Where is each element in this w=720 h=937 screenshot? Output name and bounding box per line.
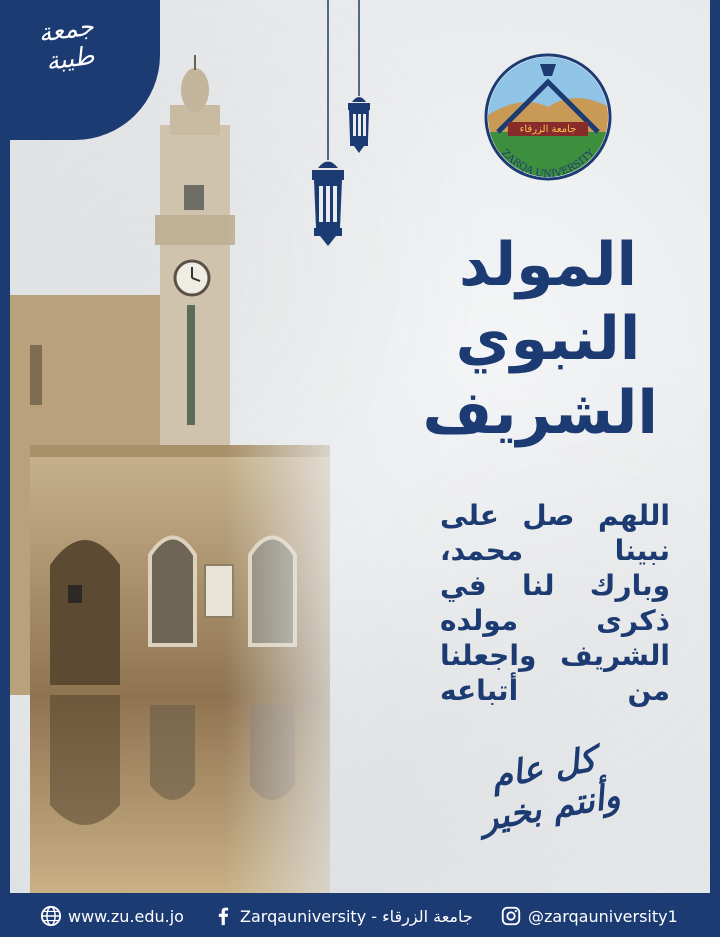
zarqa-university-logo <box>478 52 618 192</box>
instagram-text: @zarqauniversity1 <box>528 906 678 926</box>
footer-facebook[interactable] <box>212 905 473 927</box>
prayer-line-1: اللهم صل على <box>440 499 670 532</box>
poster-title <box>422 228 658 454</box>
poster <box>10 0 710 893</box>
prayer-line-4: ذكرى مولده <box>440 604 670 637</box>
corner-badge-text: جمعة طيبة <box>36 11 96 77</box>
logo-arabic-text: جامعة الزرقاء <box>519 124 577 135</box>
footer-bar <box>0 893 720 937</box>
prayer-text <box>440 498 670 708</box>
title-line-1: المولد <box>458 230 638 300</box>
instagram-icon <box>500 905 522 927</box>
title-line-3: الشريف <box>422 378 658 448</box>
globe-icon <box>40 905 62 927</box>
prayer-line-6: من أتباعه <box>440 674 670 707</box>
logo-english-text: ZARQA UNIVERSITY <box>499 147 597 181</box>
footer-website[interactable] <box>40 905 184 927</box>
greeting-calligraphy: كل عام وأنتم بخير <box>477 739 624 840</box>
facebook-text: Zarqauniversity - جامعة الزرقاء <box>240 906 473 926</box>
prayer-line-5: الشريف واجعلنا <box>440 639 670 672</box>
prayer-line-2: نبينا محمد، <box>440 534 670 567</box>
title-line-2: النبوي <box>455 304 641 374</box>
website-text: www.zu.edu.jo <box>68 906 184 926</box>
footer-instagram[interactable] <box>500 905 678 927</box>
prayer-line-3: وبارك لنا في <box>440 569 670 602</box>
lantern-small-icon <box>343 0 375 155</box>
facebook-icon <box>212 905 234 927</box>
